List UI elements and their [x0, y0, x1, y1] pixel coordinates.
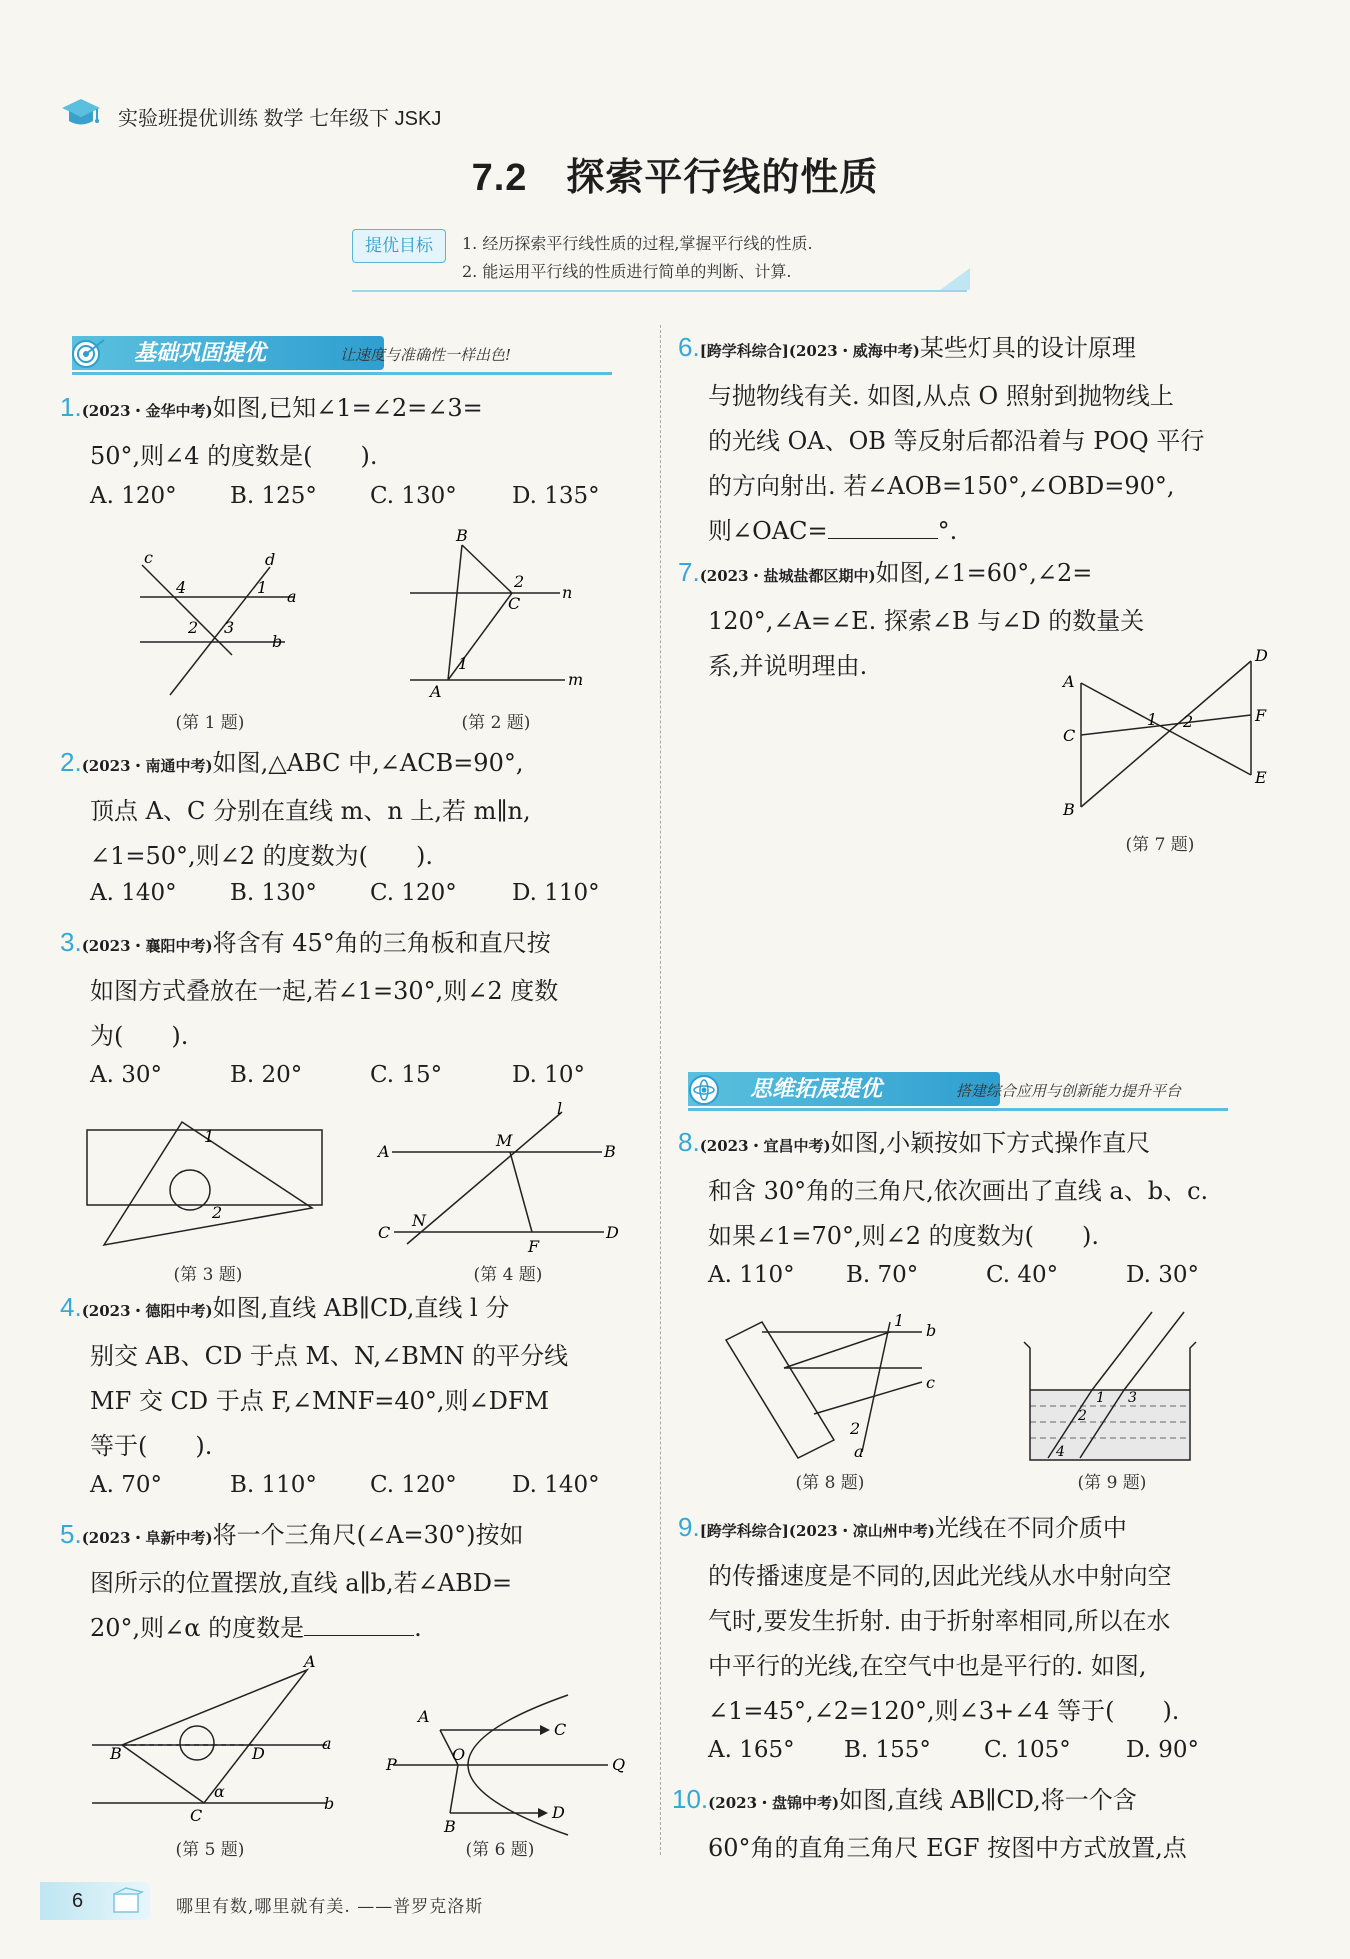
question-text: 和含 30°角的三角尺,依次画出了直线 a、b、c. — [708, 1177, 1209, 1205]
option-b[interactable]: B. 125° — [230, 483, 317, 509]
question-text: 中平行的光线,在空气中也是平行的. 如图, — [708, 1652, 1147, 1680]
chapter-title: 7.2 探索平行线的性质 — [471, 157, 879, 199]
target-icon — [68, 338, 108, 374]
option-c[interactable]: C. 40° — [986, 1262, 1059, 1288]
label: C — [1063, 726, 1076, 745]
goal-item-1: 1. 经历探索平行线性质的过程,掌握平行线的性质. — [462, 234, 813, 253]
figure-7 — [1055, 645, 1275, 829]
section-basic — [62, 336, 612, 376]
question-text: 则∠OAC= — [708, 517, 828, 545]
question-source: (2023・金华中考) — [81, 402, 213, 420]
section-basic-slogan: 让速度与准确性一样出色! — [340, 346, 512, 364]
label: O — [452, 1745, 466, 1764]
label: A — [378, 1142, 390, 1161]
figure-9 — [1018, 1302, 1218, 1476]
label: 2 — [514, 572, 525, 591]
label: α — [214, 1782, 225, 1801]
figure-5 — [82, 1652, 342, 1829]
question-text: 顶点 A、C 分别在直线 m、n 上,若 m∥n, — [90, 797, 531, 825]
option-c[interactable]: C. 120° — [370, 1472, 457, 1498]
label: B — [444, 1817, 456, 1836]
label: B — [1063, 800, 1075, 819]
option-c[interactable]: C. 105° — [984, 1737, 1071, 1763]
option-b[interactable]: B. 110° — [230, 1472, 317, 1498]
goals-tag: 提优目标 — [352, 229, 446, 263]
option-d[interactable]: D. 140° — [512, 1472, 600, 1498]
section-extend — [678, 1072, 1238, 1112]
question-number: 5. — [60, 1519, 82, 1549]
figure-5-caption: (第 5 题) — [175, 1840, 245, 1860]
label: 1 — [458, 654, 469, 673]
options-3 — [90, 1062, 650, 1092]
question-source: (2023・阜新中考) — [81, 1529, 213, 1547]
question-text: 光线在不同介质中 — [934, 1514, 1127, 1542]
question-text: ∠1=45°,∠2=120°,则∠3+∠4 等于( ). — [708, 1697, 1180, 1725]
figure-6-caption: (第 6 题) — [465, 1840, 535, 1860]
option-c[interactable]: C. 120° — [370, 880, 457, 906]
label: C — [378, 1223, 391, 1242]
question-source: (2023・南通中考) — [81, 757, 213, 775]
question-9 — [678, 1505, 1278, 1734]
option-d[interactable]: D. 10° — [512, 1062, 586, 1088]
question-text: 图所示的位置摆放,直线 a∥b,若∠ABD= — [90, 1569, 513, 1597]
question-text: 与抛物线有关. 如图,从点 O 照射到抛物线上 — [708, 382, 1174, 410]
label: n — [562, 583, 573, 602]
figure-2 — [400, 525, 600, 709]
label: 2 — [188, 618, 199, 637]
question-text: 如图,△ABC 中,∠ACB=90°, — [212, 749, 524, 777]
label: 4 — [1056, 1444, 1065, 1460]
question-source: (2023・盐城盐都区期中) — [699, 567, 876, 585]
option-d[interactable]: D. 110° — [512, 880, 600, 906]
question-text: 20°,则∠α 的度数是 — [90, 1614, 305, 1642]
question-number: 2. — [60, 747, 82, 777]
figure-8-caption: (第 8 题) — [795, 1473, 865, 1493]
answer-blank[interactable] — [828, 516, 938, 539]
figure-7-caption: (第 7 题) — [1125, 835, 1195, 855]
question-source: (2023・襄阳中考) — [81, 937, 213, 955]
option-b[interactable]: B. 155° — [844, 1737, 931, 1763]
atom-icon — [684, 1074, 724, 1110]
question-number: 3. — [60, 927, 82, 957]
option-c[interactable]: C. 130° — [370, 483, 457, 509]
question-text: 将含有 45°角的三角板和直尺按 — [212, 929, 551, 957]
label: F — [528, 1237, 540, 1256]
question-text: 的光线 OA、OB 等反射后都沿着与 POQ 平行 — [708, 427, 1205, 455]
label: 3 — [1128, 1390, 1137, 1406]
label: C — [190, 1806, 203, 1825]
question-source: [跨学科综合](2023・凉山州中考) — [699, 1522, 935, 1540]
option-b[interactable]: B. 130° — [230, 880, 317, 906]
label: M — [496, 1131, 513, 1150]
figure-4 — [372, 1099, 622, 1266]
question-number: 10. — [672, 1784, 709, 1814]
question-text: MF 交 CD 于点 F,∠MNF=40°,则∠DFM — [90, 1387, 550, 1415]
label: b — [324, 1794, 335, 1813]
label: D — [552, 1803, 565, 1822]
question-text: 等于( ). — [90, 1432, 213, 1460]
label: B — [456, 526, 468, 545]
question-source: (2023・德阳中考) — [81, 1302, 213, 1320]
footer-quote: 哪里有数,哪里就有美. ——普罗克洛斯 — [176, 1897, 484, 1917]
question-2 — [60, 740, 650, 879]
figure-4-caption: (第 4 题) — [473, 1265, 543, 1285]
label: A — [1063, 672, 1075, 691]
question-text: 系,并说明理由. — [708, 652, 868, 680]
options-9 — [708, 1737, 1268, 1767]
label: 1 — [1147, 710, 1158, 729]
question-text: 120°,∠A=∠E. 探索∠B 与∠D 的数量关 — [708, 607, 1145, 635]
options-2 — [90, 880, 650, 910]
options-8 — [708, 1262, 1268, 1292]
label: c — [926, 1373, 935, 1392]
label: D — [1255, 646, 1268, 665]
question-text: 如图,∠1=60°,∠2= — [875, 559, 1093, 587]
question-text: 60°角的直角三角尺 EGF 按图中方式放置,点 — [708, 1834, 1187, 1862]
question-source: (2023・宜昌中考) — [699, 1137, 831, 1155]
label: b — [272, 632, 283, 651]
question-text: 的方向射出. 若∠AOB=150°,∠OBD=90°, — [708, 472, 1175, 500]
label: 3 — [224, 618, 235, 637]
label: 2 — [1183, 712, 1194, 731]
question-4 — [60, 1285, 650, 1469]
question-text: 如图,已知∠1=∠2=∠3= — [212, 394, 483, 422]
question-number: 9. — [678, 1512, 700, 1542]
question-text: 将一个三角尺(∠A=30°)按如 — [212, 1521, 524, 1549]
option-a[interactable]: A. 30° — [90, 1062, 162, 1088]
section-basic-underline — [72, 372, 612, 375]
options-4 — [90, 1472, 650, 1502]
label: c — [144, 548, 153, 567]
label: D — [606, 1223, 619, 1242]
question-10 — [672, 1777, 1282, 1871]
question-text: ∠1=50°,则∠2 的度数为( ). — [90, 842, 434, 870]
question-text: 某些灯具的设计原理 — [919, 334, 1136, 362]
figure-2-caption: (第 2 题) — [461, 713, 531, 733]
option-d[interactable]: D. 135° — [512, 483, 600, 509]
label: l — [557, 1099, 563, 1118]
question-6 — [678, 325, 1278, 554]
label: 2 — [850, 1419, 861, 1438]
question-number: 1. — [60, 392, 82, 422]
label: E — [1255, 768, 1267, 787]
question-5 — [60, 1512, 650, 1651]
question-3 — [60, 920, 650, 1059]
label: A — [304, 1652, 316, 1671]
figure-9-caption: (第 9 题) — [1077, 1473, 1147, 1493]
goals-corner-icon — [940, 268, 970, 294]
label: P — [386, 1755, 397, 1774]
label: A — [418, 1707, 430, 1726]
section-basic-label: 基础巩固提优 — [72, 336, 384, 370]
figure-1 — [120, 545, 320, 719]
option-b[interactable]: B. 70° — [846, 1262, 919, 1288]
label: 1 — [257, 578, 268, 597]
option-a[interactable]: A. 140° — [90, 880, 177, 906]
label: 1 — [1096, 1390, 1105, 1406]
question-text: 为( ). — [90, 1022, 189, 1050]
label: 1 — [204, 1127, 215, 1146]
figure-3 — [82, 1120, 332, 1254]
answer-blank[interactable] — [304, 1613, 414, 1636]
label: b — [926, 1321, 937, 1340]
figure-1-caption: (第 1 题) — [175, 713, 245, 733]
section-extend-slogan: 搭建综合应用与创新能力提升平台 — [956, 1082, 1182, 1100]
question-text: 的传播速度是不同的,因此光线从水中射向空 — [708, 1562, 1172, 1590]
label: C — [508, 594, 521, 613]
question-number: 4. — [60, 1292, 82, 1322]
option-d[interactable]: D. 30° — [1126, 1262, 1200, 1288]
option-a[interactable]: A. 165° — [708, 1737, 795, 1763]
question-1 — [60, 385, 650, 479]
question-number: 8. — [678, 1127, 700, 1157]
label: C — [554, 1720, 567, 1739]
label: 2 — [212, 1203, 223, 1222]
question-text: . — [414, 1614, 422, 1642]
goal-item-2: 2. 能运用平行线的性质进行简单的判断、计算. — [462, 262, 792, 281]
question-text: 如果∠1=70°,则∠2 的度数为( ). — [708, 1222, 1100, 1250]
question-source: [跨学科综合](2023・威海中考) — [699, 342, 920, 360]
label: 2 — [1078, 1408, 1087, 1424]
option-a[interactable]: A. 70° — [90, 1472, 162, 1498]
question-text: 如图,小颖按如下方式操作直尺 — [830, 1129, 1151, 1157]
section-extend-underline — [688, 1108, 1228, 1111]
label: B — [604, 1142, 616, 1161]
question-text: 如图,直线 AB∥CD,将一个含 — [839, 1786, 1137, 1814]
label: 1 — [894, 1311, 905, 1330]
label: m — [568, 670, 584, 689]
options-1 — [90, 483, 650, 513]
question-text: 别交 AB、CD 于点 M、N,∠BMN 的平分线 — [90, 1342, 569, 1370]
question-source: (2023・盘锦中考) — [708, 1794, 840, 1812]
label: 4 — [176, 578, 187, 597]
column-divider — [660, 325, 661, 1855]
page-number: 6 — [72, 1890, 84, 1912]
label: A — [430, 682, 442, 701]
option-a[interactable]: A. 110° — [708, 1262, 795, 1288]
option-a[interactable]: A. 120° — [90, 483, 177, 509]
option-d[interactable]: D. 90° — [1126, 1737, 1200, 1763]
label: Q — [612, 1755, 626, 1774]
option-b[interactable]: B. 20° — [230, 1062, 303, 1088]
question-number: 7. — [678, 557, 700, 587]
label: a — [854, 1442, 864, 1461]
question-text: 如图方式叠放在一起,若∠1=30°,则∠2 度数 — [90, 977, 559, 1005]
question-text: 50°,则∠4 的度数是( ). — [90, 442, 378, 470]
header-logo-icon — [60, 96, 102, 134]
header-title: 实验班提优训练 数学 七年级下 JSKJ — [118, 108, 442, 130]
label: a — [287, 587, 297, 606]
question-number: 6. — [678, 332, 700, 362]
question-8 — [678, 1120, 1278, 1259]
label: N — [412, 1211, 426, 1230]
label: d — [265, 550, 276, 569]
figure-3-caption: (第 3 题) — [173, 1265, 243, 1285]
figure-6 — [388, 1690, 628, 1844]
label: B — [110, 1744, 122, 1763]
label: F — [1255, 706, 1267, 725]
option-c[interactable]: C. 15° — [370, 1062, 443, 1088]
question-text: 如图,直线 AB∥CD,直线 l 分 — [212, 1294, 510, 1322]
footer-box-icon — [110, 1886, 146, 1920]
figure-8 — [722, 1312, 952, 1466]
question-text: °. — [937, 517, 958, 545]
question-text: 气时,要发生折射. 由于折射率相同,所以在水 — [708, 1607, 1171, 1635]
label: a — [322, 1734, 332, 1753]
section-extend-label: 思维拓展提优 — [688, 1072, 1000, 1106]
label: D — [252, 1744, 265, 1763]
